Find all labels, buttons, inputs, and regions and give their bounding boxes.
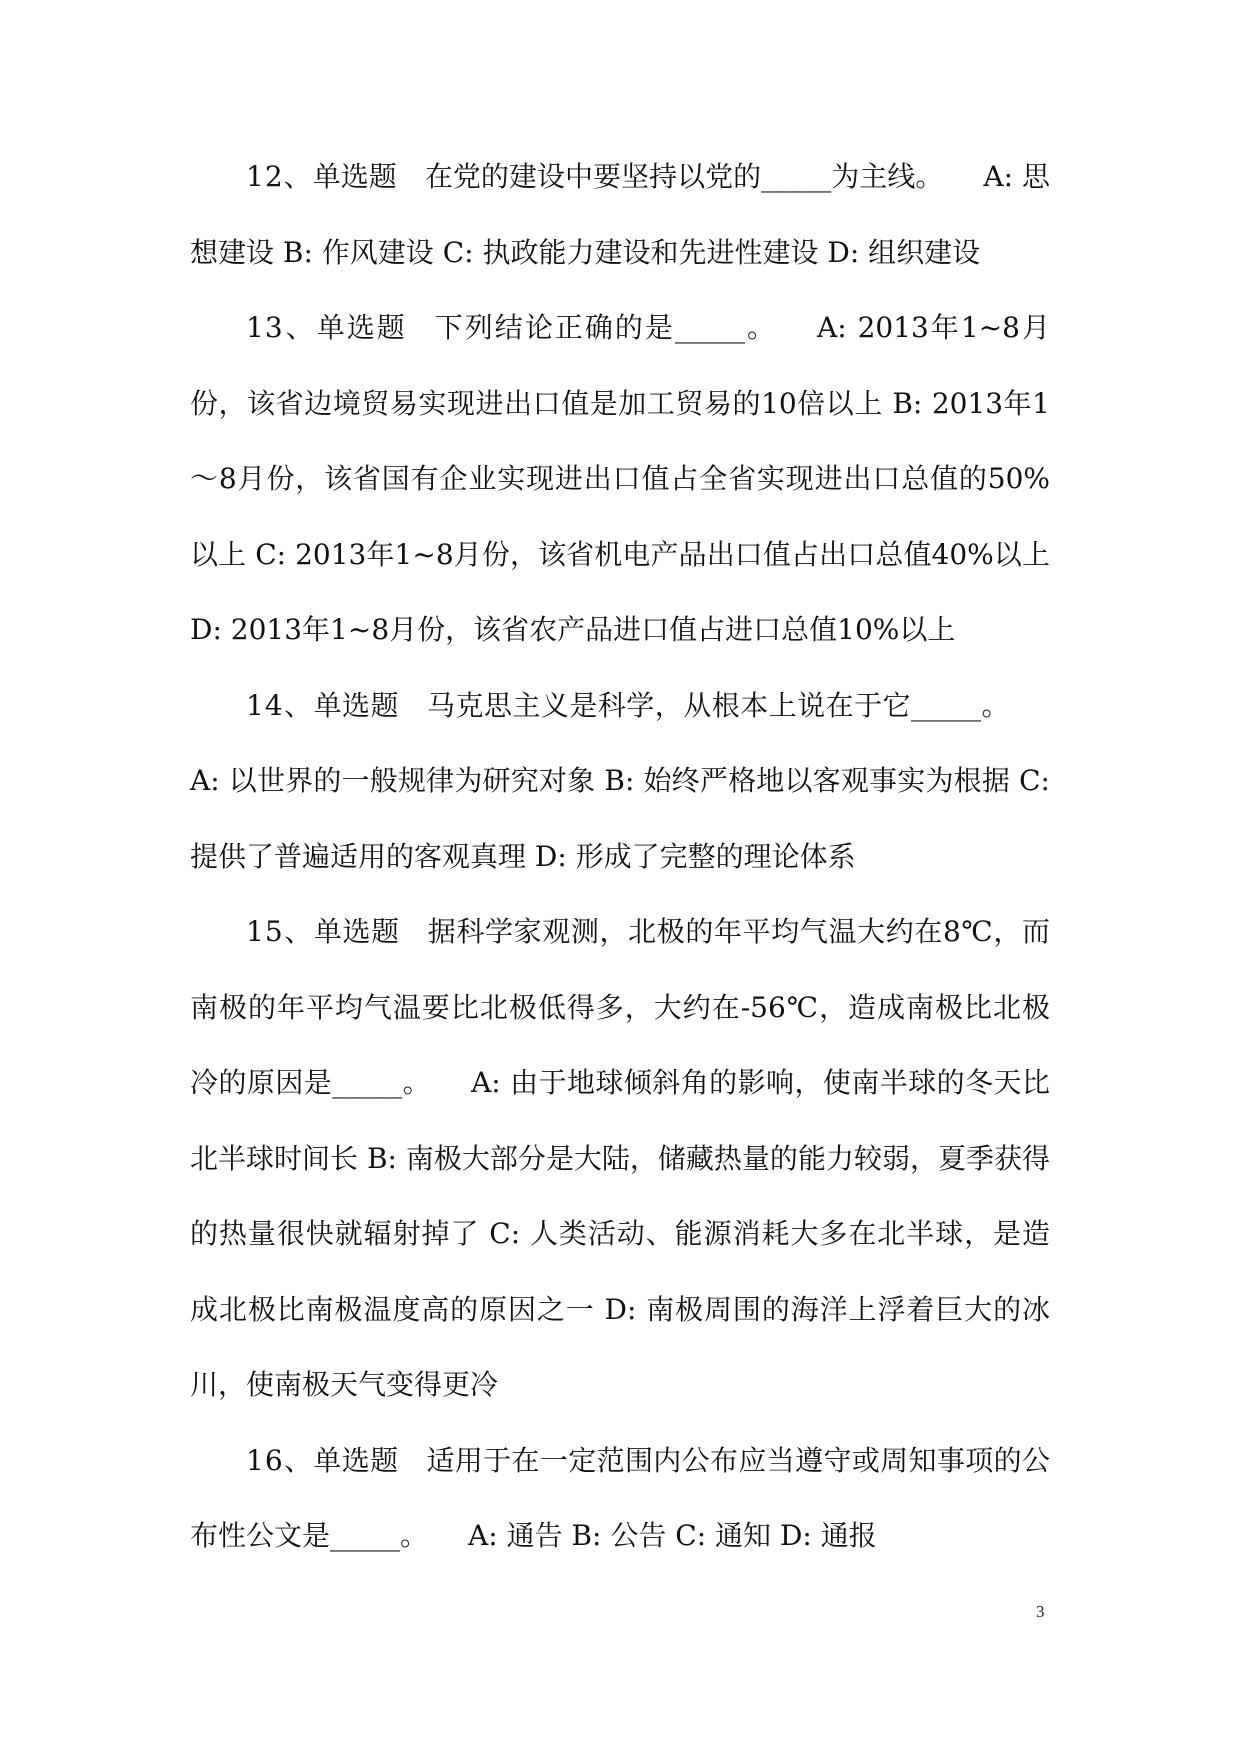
question-type: 单选题: [312, 160, 397, 193]
question-number: 12、: [246, 160, 313, 193]
question-15: [190, 894, 1050, 1423]
question-text: 下列结论正确的是_____。: [434, 311, 777, 344]
question-number: 15、: [246, 915, 314, 948]
question-options: A: 思想建设 B: 作风建设 C: 执政能力建设和先进性建设 D: 组织建设: [190, 160, 1050, 269]
question-text: 适用于在一定范围内公布应当遵守或周知事项的公布性公文是_____。: [190, 1443, 1050, 1552]
question-16: [190, 1423, 1050, 1574]
question-options: A: 2013年1~8月份，该省边境贸易实现进出口值是加工贸易的10倍以上 B: 2013年1～8月份，该省国有企业实现进出口值占全省实现进出口总值的50%以上 C: 2013年1~8月份，该省机电产品出口值占出口总值40%以上 D: 2013年1~8月份，该省农产品进口值占进口总值10%以上: [190, 311, 1050, 646]
question-options: A: 以世界的一般规律为研究对象 B: 始终严格地以客观事实为根据 C: 提供了普遍适用的客观真理 D: 形成了完整的理论体系: [190, 764, 1050, 873]
question-type: 单选题: [313, 1443, 399, 1477]
question-text: 在党的建设中要坚持以党的_____为主线。: [424, 160, 944, 193]
question-12: [190, 139, 1050, 290]
question-options: A: 通告 B: 公告 C: 通知 D: 通报: [468, 1519, 877, 1552]
question-type: 单选题: [313, 915, 400, 948]
question-options: A: 由于地球倾斜角的影响，使南半球的冬天比北半球时间长 B: 南极大部分是大陆，储藏热量的能力较弱，夏季获得的热量很快就辐射掉了 C: 人类活动、能源消耗大多在北半球，是造成北极比南极温度高的原因之一 D: 南极周围的海洋上浮着巨大的冰川，使南极天气变得更冷: [190, 1066, 1050, 1401]
question-number: 16、: [246, 1443, 314, 1477]
question-text: 据科学家观测，北极的年平均气温大约在8℃，而南极的年平均气温要比北极低得多，大约在-56℃，造成南极比北极冷的原因是_____。: [190, 915, 1050, 1099]
question-13: [190, 290, 1050, 668]
question-type: 单选题: [313, 688, 399, 722]
question-type: 单选题: [316, 311, 407, 344]
question-text: 马克思主义是科学，从根本上说在于它_____。: [427, 688, 1010, 722]
question-list: [190, 139, 1050, 1574]
question-number: 14、: [246, 688, 314, 722]
question-14: [190, 668, 1050, 895]
page-number: 3: [1036, 1602, 1045, 1621]
question-number: 13、: [246, 311, 317, 344]
